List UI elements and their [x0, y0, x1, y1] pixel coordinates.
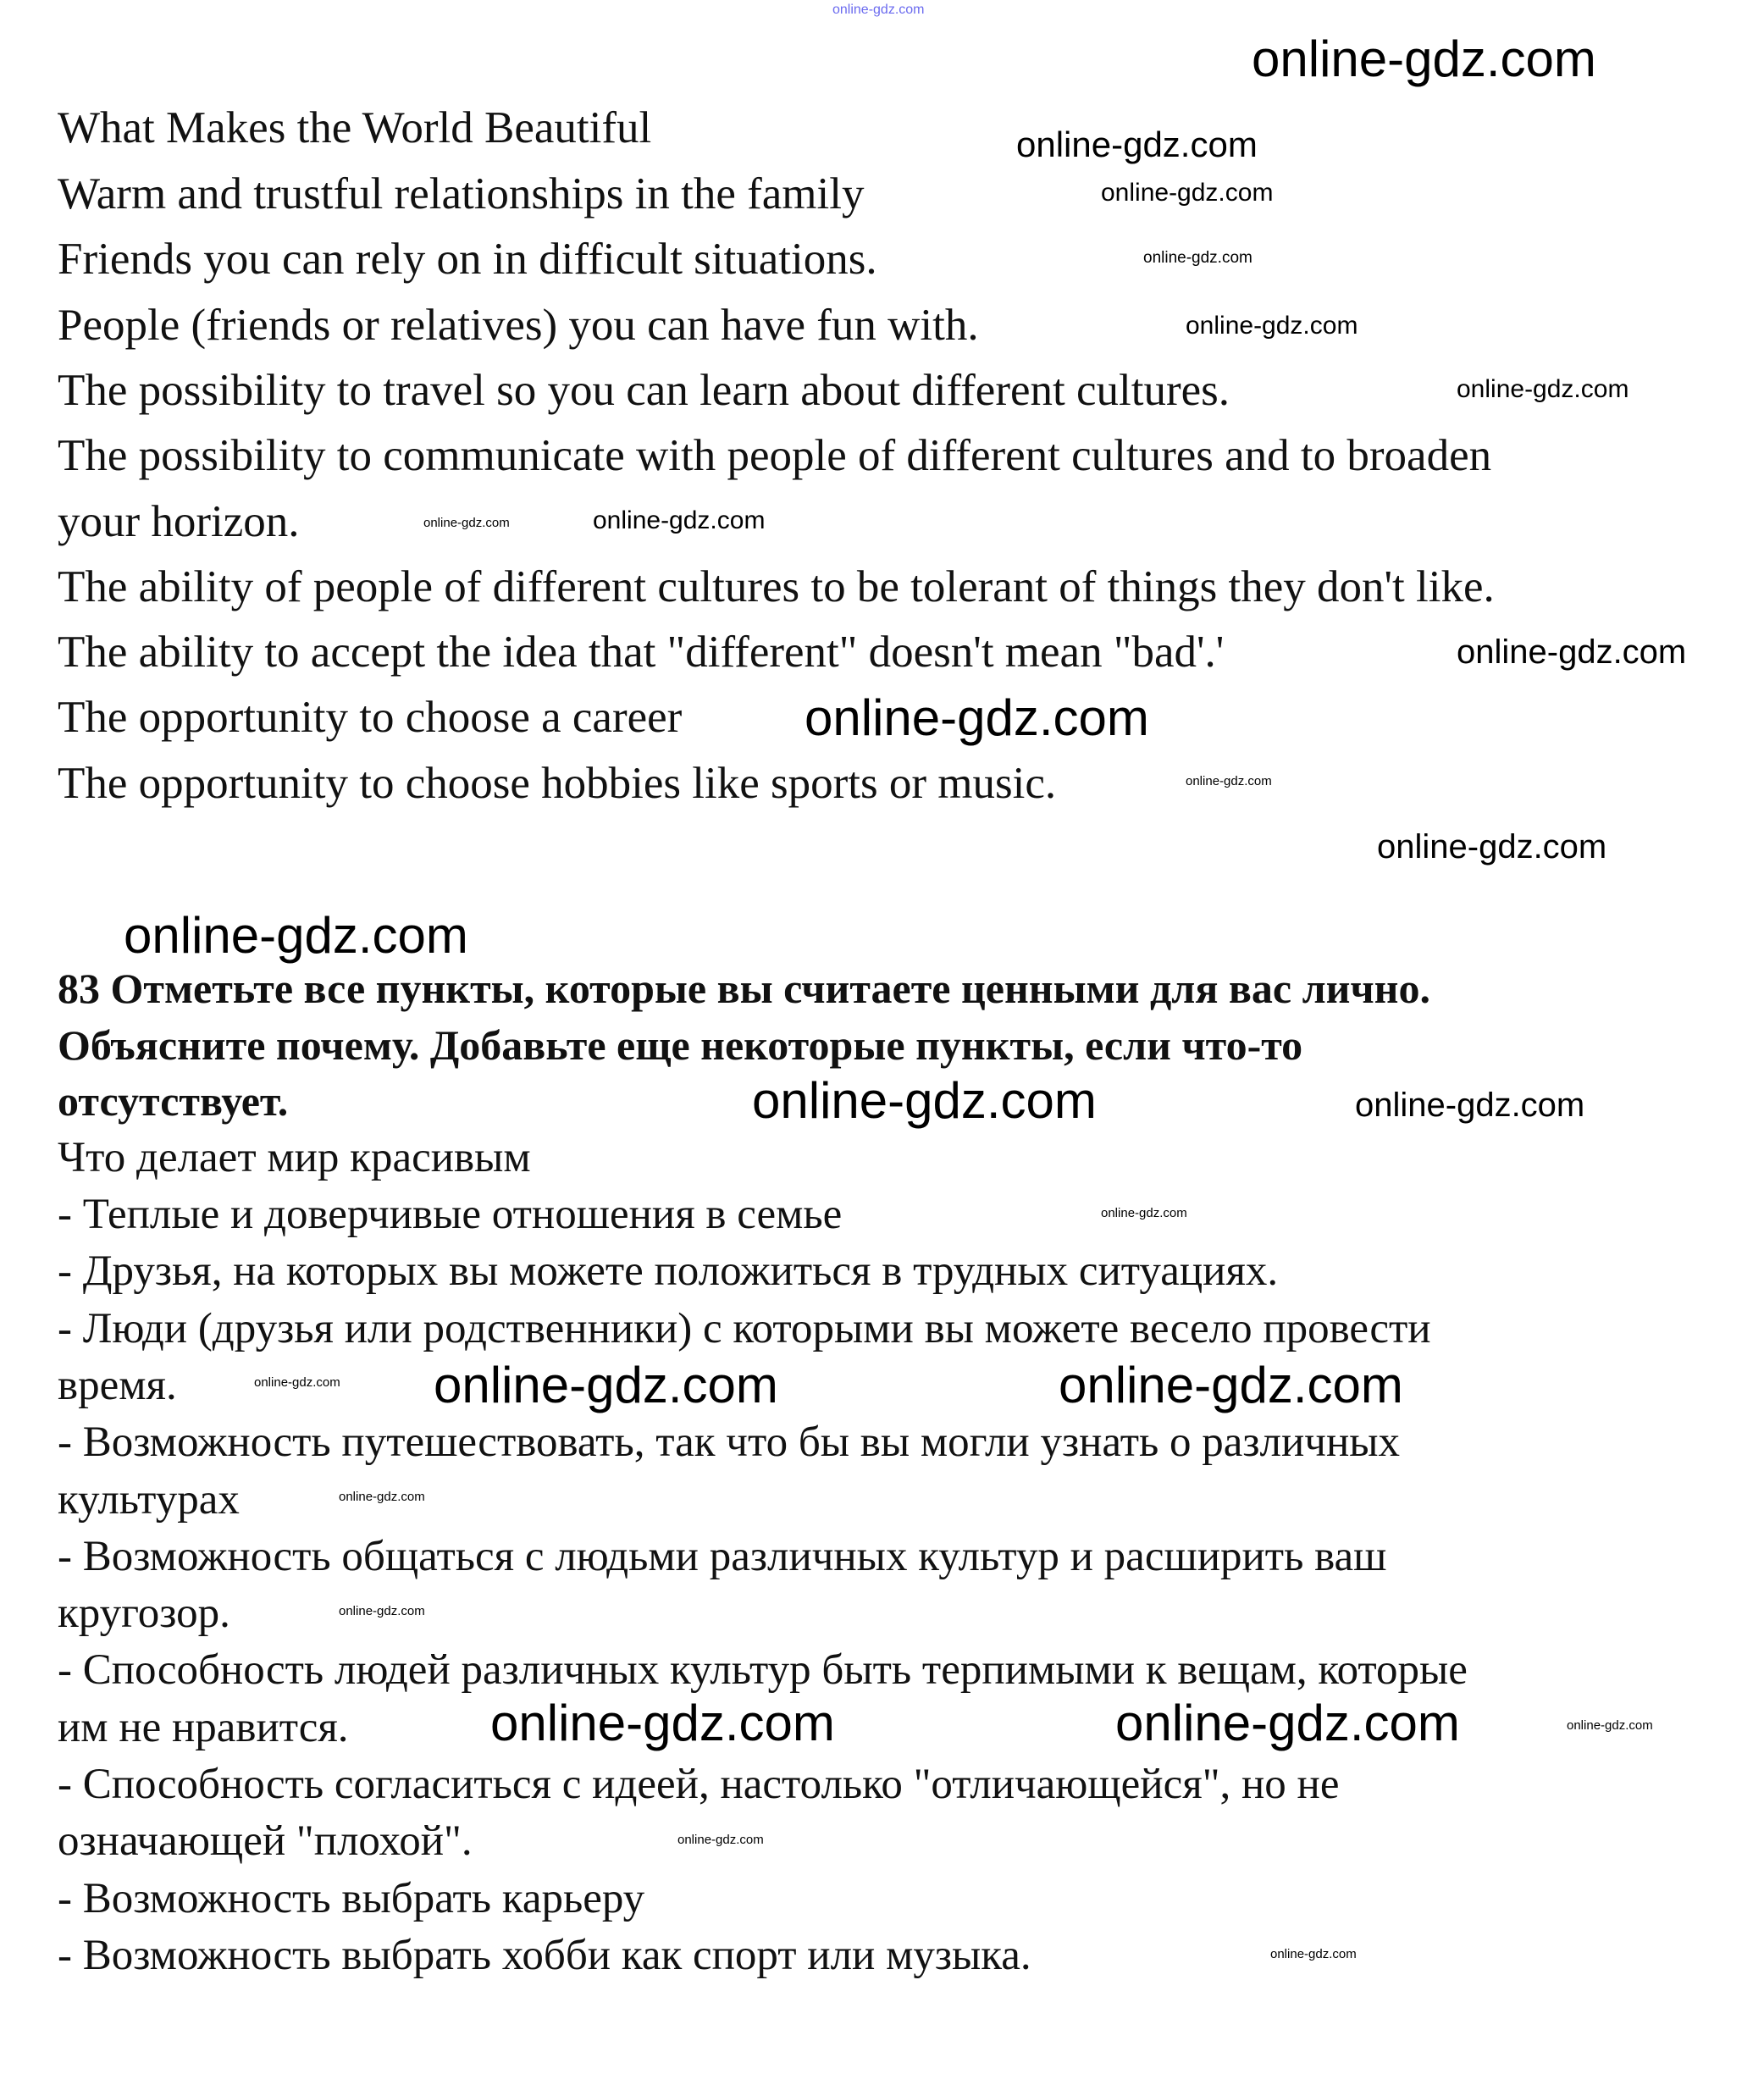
watermark-text: online-gdz.com — [1186, 774, 1272, 788]
english-line: The opportunity to choose a career — [58, 693, 683, 743]
watermark-text: online-gdz.com — [423, 516, 510, 530]
english-line: The ability to accept the idea that "different" doesn't mean "bad'.' — [58, 628, 1225, 678]
watermark-text: online-gdz.com — [490, 1695, 835, 1751]
watermark-text: online-gdz.com — [124, 907, 468, 964]
russian-line: - Способность согласиться с идеей, настолько "отличающейся", но не — [58, 1761, 1340, 1808]
russian-line: - Возможность путешествовать, так что бы вы могли узнать о различных — [58, 1419, 1401, 1467]
russian-line: им не нравится. — [58, 1703, 349, 1751]
watermark-text: online-gdz.com — [1186, 312, 1358, 340]
task-heading-line: отсутствует. — [58, 1077, 289, 1125]
russian-line: - Люди (друзья или родственники) с которыми вы можете весело провести — [58, 1304, 1431, 1352]
russian-line: время. — [58, 1361, 177, 1409]
watermark-text: online-gdz.com — [1355, 1087, 1585, 1124]
watermark-text: online-gdz.com — [434, 1357, 778, 1413]
english-line: People (friends or relatives) you can have fun with. — [58, 300, 979, 350]
russian-title: Что делает мир красивым — [58, 1134, 531, 1181]
watermark-text: online-gdz.com — [677, 1833, 764, 1847]
russian-line: кругозор. — [58, 1590, 230, 1638]
english-line: Friends you can rely on in difficult situations. — [58, 235, 877, 285]
russian-line: - Друзья, на которых вы можете положиться в трудных ситуациях. — [58, 1247, 1279, 1296]
english-line: The possibility to communicate with people of different cultures and to broaden — [58, 431, 1492, 481]
english-line: The opportunity to choose hobbies like sports or music. — [58, 758, 1057, 808]
watermark-text: online-gdz.com — [254, 1375, 340, 1390]
russian-line: - Способность людей различных культур быть терпимыми к вещам, которые — [58, 1646, 1468, 1695]
watermark-text: online-gdz.com — [1143, 249, 1252, 267]
russian-line: культурах — [58, 1475, 240, 1524]
english-line: The ability of people of different cultures to be tolerant of things they don't like. — [58, 561, 1495, 611]
watermark-text: online-gdz.com — [1377, 828, 1607, 866]
watermark-text: online-gdz.com — [1115, 1695, 1460, 1751]
watermark-text: online-gdz.com — [1270, 1947, 1357, 1961]
watermark-text: online-gdz.com — [1252, 30, 1596, 87]
watermark-text: online-gdz.com — [752, 1072, 1097, 1129]
watermark-text: online-gdz.com — [1101, 179, 1274, 207]
russian-line: - Возможность выбрать карьеру — [58, 1874, 645, 1922]
watermark-text: online-gdz.com — [1567, 1718, 1653, 1733]
russian-line: означающей "плохой". — [58, 1817, 473, 1866]
english-line: The possibility to travel so you can learn about different cultures. — [58, 365, 1230, 415]
watermark-text: online-gdz.com — [339, 1490, 425, 1504]
watermark-text: online-gdz.com — [1016, 124, 1258, 164]
russian-line: - Теплые и доверчивые отношения в семье — [58, 1191, 843, 1238]
english-line: Warm and trustful relationships in the family — [58, 169, 865, 218]
task-heading-line: 83 Отметьте все пункты, которые вы считаете ценными для вас лично. — [58, 965, 1430, 1012]
watermark-text: online-gdz.com — [1457, 633, 1687, 671]
russian-line: - Возможность выбрать хобби как спорт или музыка. — [58, 1931, 1031, 1979]
watermark-text: online-gdz.com — [593, 506, 766, 534]
watermark-text: online-gdz.com — [1101, 1206, 1187, 1220]
english-title: What Makes the World Beautiful — [58, 103, 652, 152]
watermark-text: online-gdz.com — [1059, 1357, 1403, 1413]
watermark-text: online-gdz.com — [1457, 375, 1629, 403]
watermark-text: online-gdz.com — [832, 3, 925, 17]
watermark-text: online-gdz.com — [805, 689, 1149, 746]
watermark-text: online-gdz.com — [339, 1604, 425, 1618]
task-heading-line: Объясните почему. Добавьте еще некоторые пункты, если что-то — [58, 1020, 1303, 1069]
russian-line: - Возможность общаться с людьми различных культур и расширить ваш — [58, 1532, 1387, 1580]
english-line: your horizon. — [58, 496, 300, 546]
